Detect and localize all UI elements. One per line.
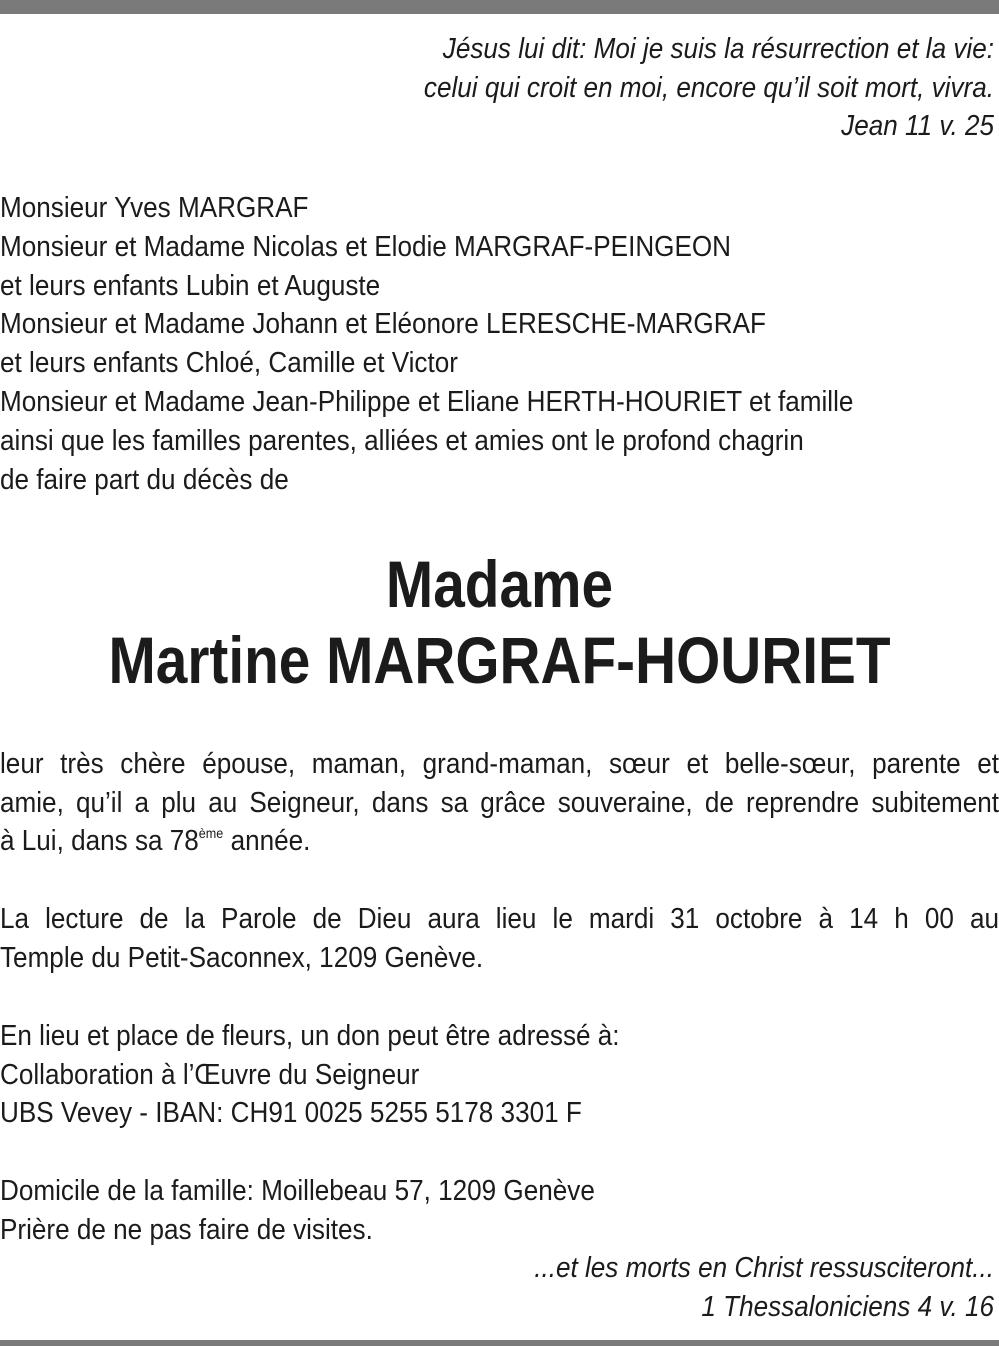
deceased-name: Martine MARGRAF-HOURIET [108,623,891,697]
family-line-3: et leurs enfants Lubin et Auguste [0,270,381,302]
donation-line-3: UBS Vevey - IBAN: CH91 0025 5255 5178 3301 F [0,1097,582,1129]
domicile-line-2: Prière de ne pas faire de visites. [0,1214,373,1246]
quote-bottom-reference: 1 Thessaloniciens 4 v. 16 [701,1291,994,1323]
family-line-4: Monsieur et Madame Johann et Eléonore LERESCHE-MARGRAF [0,308,766,340]
quote-bottom-line-1: ...et les morts en Christ ressusciteront... [534,1252,994,1284]
family-line-5: et leurs enfants Chloé, Camille et Victor [0,347,458,379]
family-line-8: de faire part du décès de [0,464,289,496]
tribute-line-3-text: à Lui, dans sa 78 [0,825,199,857]
quote-top-line-2: celui qui croit en moi, encore qu’il soit mort, vivra. [423,72,995,104]
family-line-1: Monsieur Yves MARGRAF [0,192,309,224]
bottom-rule [0,1340,999,1346]
quote-top-line-1: Jésus lui dit: Moi je suis la résurrection et la vie: [442,33,995,65]
tribute-line-2: amie, qu’il a plu au Seigneur, dans sa grâce souveraine, de reprendre subitement [0,787,999,819]
donation-line-2: Collaboration à l’Œuvre du Seigneur [0,1059,420,1091]
quote-top-reference: Jean 11 v. 25 [841,110,994,142]
deceased-title: Madame [385,547,614,621]
top-rule [0,0,999,14]
tribute-line-3-end: année. [223,825,311,857]
domicile-line-1: Domicile de la famille: Moillebeau 57, 1209 Genève [0,1175,595,1207]
service-line-1: La lecture de la Parole de Dieu aura lieu le mardi 31 octobre à 14 h 00 au [0,903,999,935]
family-line-6: Monsieur et Madame Jean-Philippe et Eliane HERTH-HOURIET et famille [0,386,854,418]
ordinal-suffix: ème [198,825,224,841]
family-line-2: Monsieur et Madame Nicolas et Elodie MARGRAF-PEINGEON [0,231,732,263]
donation-line-1: En lieu et place de fleurs, un don peut être adressé à: [0,1020,620,1052]
tribute-line-3 [0,822,899,860]
tribute-line-1: leur très chère épouse, maman, grand-maman, sœur et belle-sœur, parente et [0,748,999,780]
service-line-2: Temple du Petit-Saconnex, 1209 Genève. [0,942,484,974]
family-line-7: ainsi que les familles parentes, alliées et amies ont le profond chagrin [0,425,804,457]
